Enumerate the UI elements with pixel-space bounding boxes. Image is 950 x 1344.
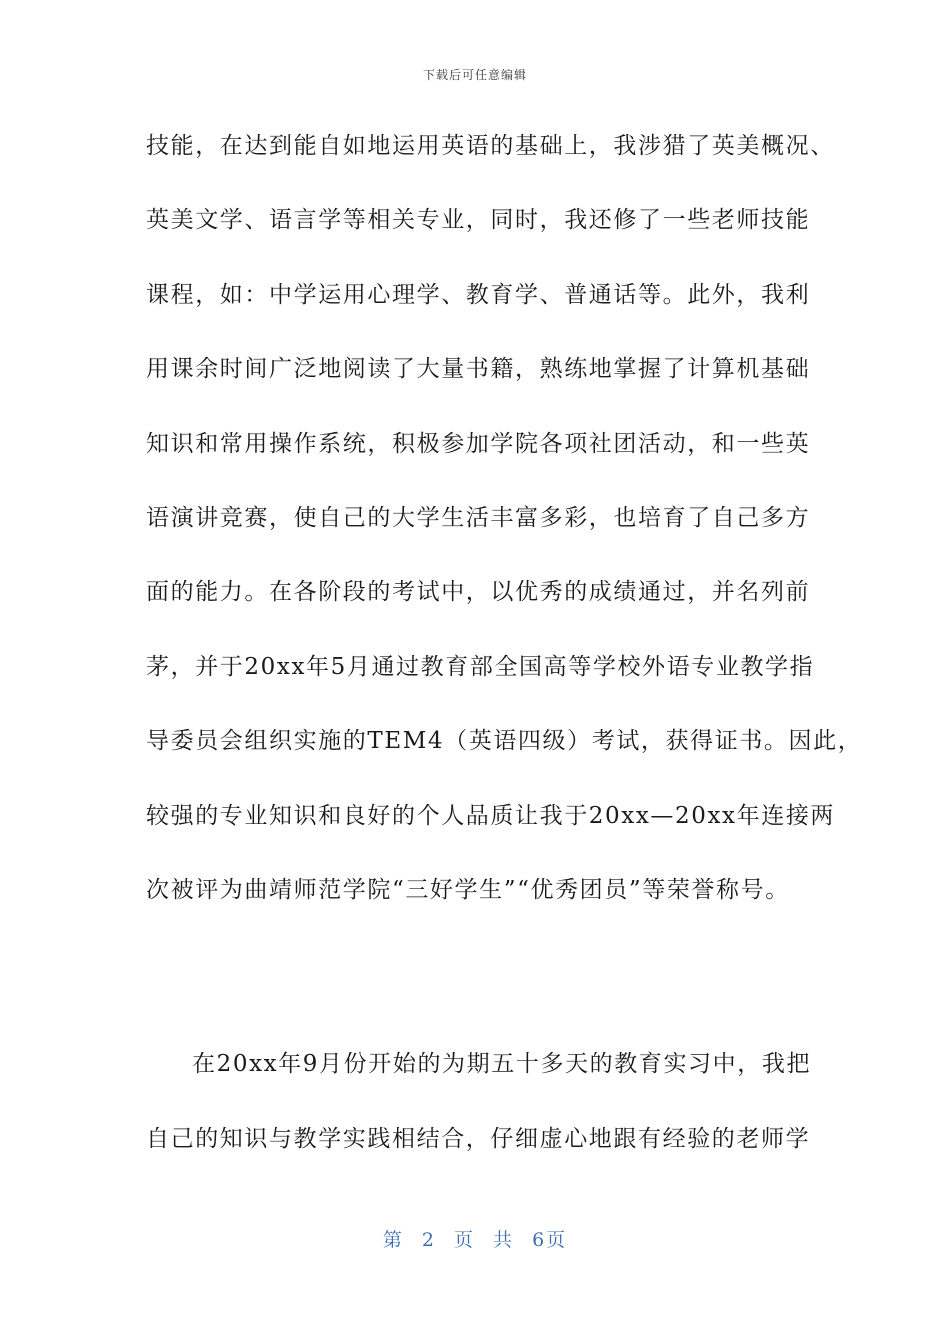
header-note: 下载后可任意编辑	[422, 68, 527, 82]
text-line: 技能，在达到能自如地运用英语的基础上，我涉猎了英美概况、	[146, 133, 835, 159]
paragraph-1	[146, 124, 863, 942]
text-line: 语演讲竞赛，使自己的大学生活丰富多彩，也培育了自己多方	[146, 504, 811, 531]
text-line: 茅，并于20xx年5月通过教育部全国高等学校外语专业教学指	[146, 653, 815, 680]
text-line: 次被评为曲靖师范学院“三好学生”“优秀团员”等荣誉称号。	[146, 876, 790, 903]
text-line: 用课余时间广泛地阅读了大量书籍，熟练地掌握了计算机基础	[146, 356, 811, 383]
text-line: 在20xx年9月份开始的为期五十多天的教育实习中，我把	[192, 1051, 812, 1078]
text-line: 导委员会组织实施的TEM4（英语四级）考试，获得证书。因此，	[146, 728, 863, 755]
text-line: 课程，如：中学运用心理学、教育学、普通话等。此外，我利	[146, 281, 811, 308]
text-line: 知识和常用操作系统，积极参加学院各项社团活动，和一些英	[146, 430, 811, 457]
document-body	[146, 124, 863, 1191]
text-line: 较强的专业知识和良好的个人品质让我于20xx—20xx年连接两	[146, 802, 836, 829]
page-number-label: 第 2 页 共 6页	[382, 1229, 568, 1251]
text-line: 英美文学、语言学等相关专业，同时，我还修了一些老师技能	[146, 207, 811, 234]
paragraph-gap	[146, 942, 808, 1042]
page-number-footer	[0, 1225, 950, 1252]
text-line: 自己的知识与教学实践相结合，仔细虚心地跟有经验的老师学	[146, 1125, 811, 1152]
text-line: 面的能力。在各阶段的考试中，以优秀的成绩通过，并名列前	[146, 579, 811, 606]
paragraph-2	[146, 1042, 812, 1191]
